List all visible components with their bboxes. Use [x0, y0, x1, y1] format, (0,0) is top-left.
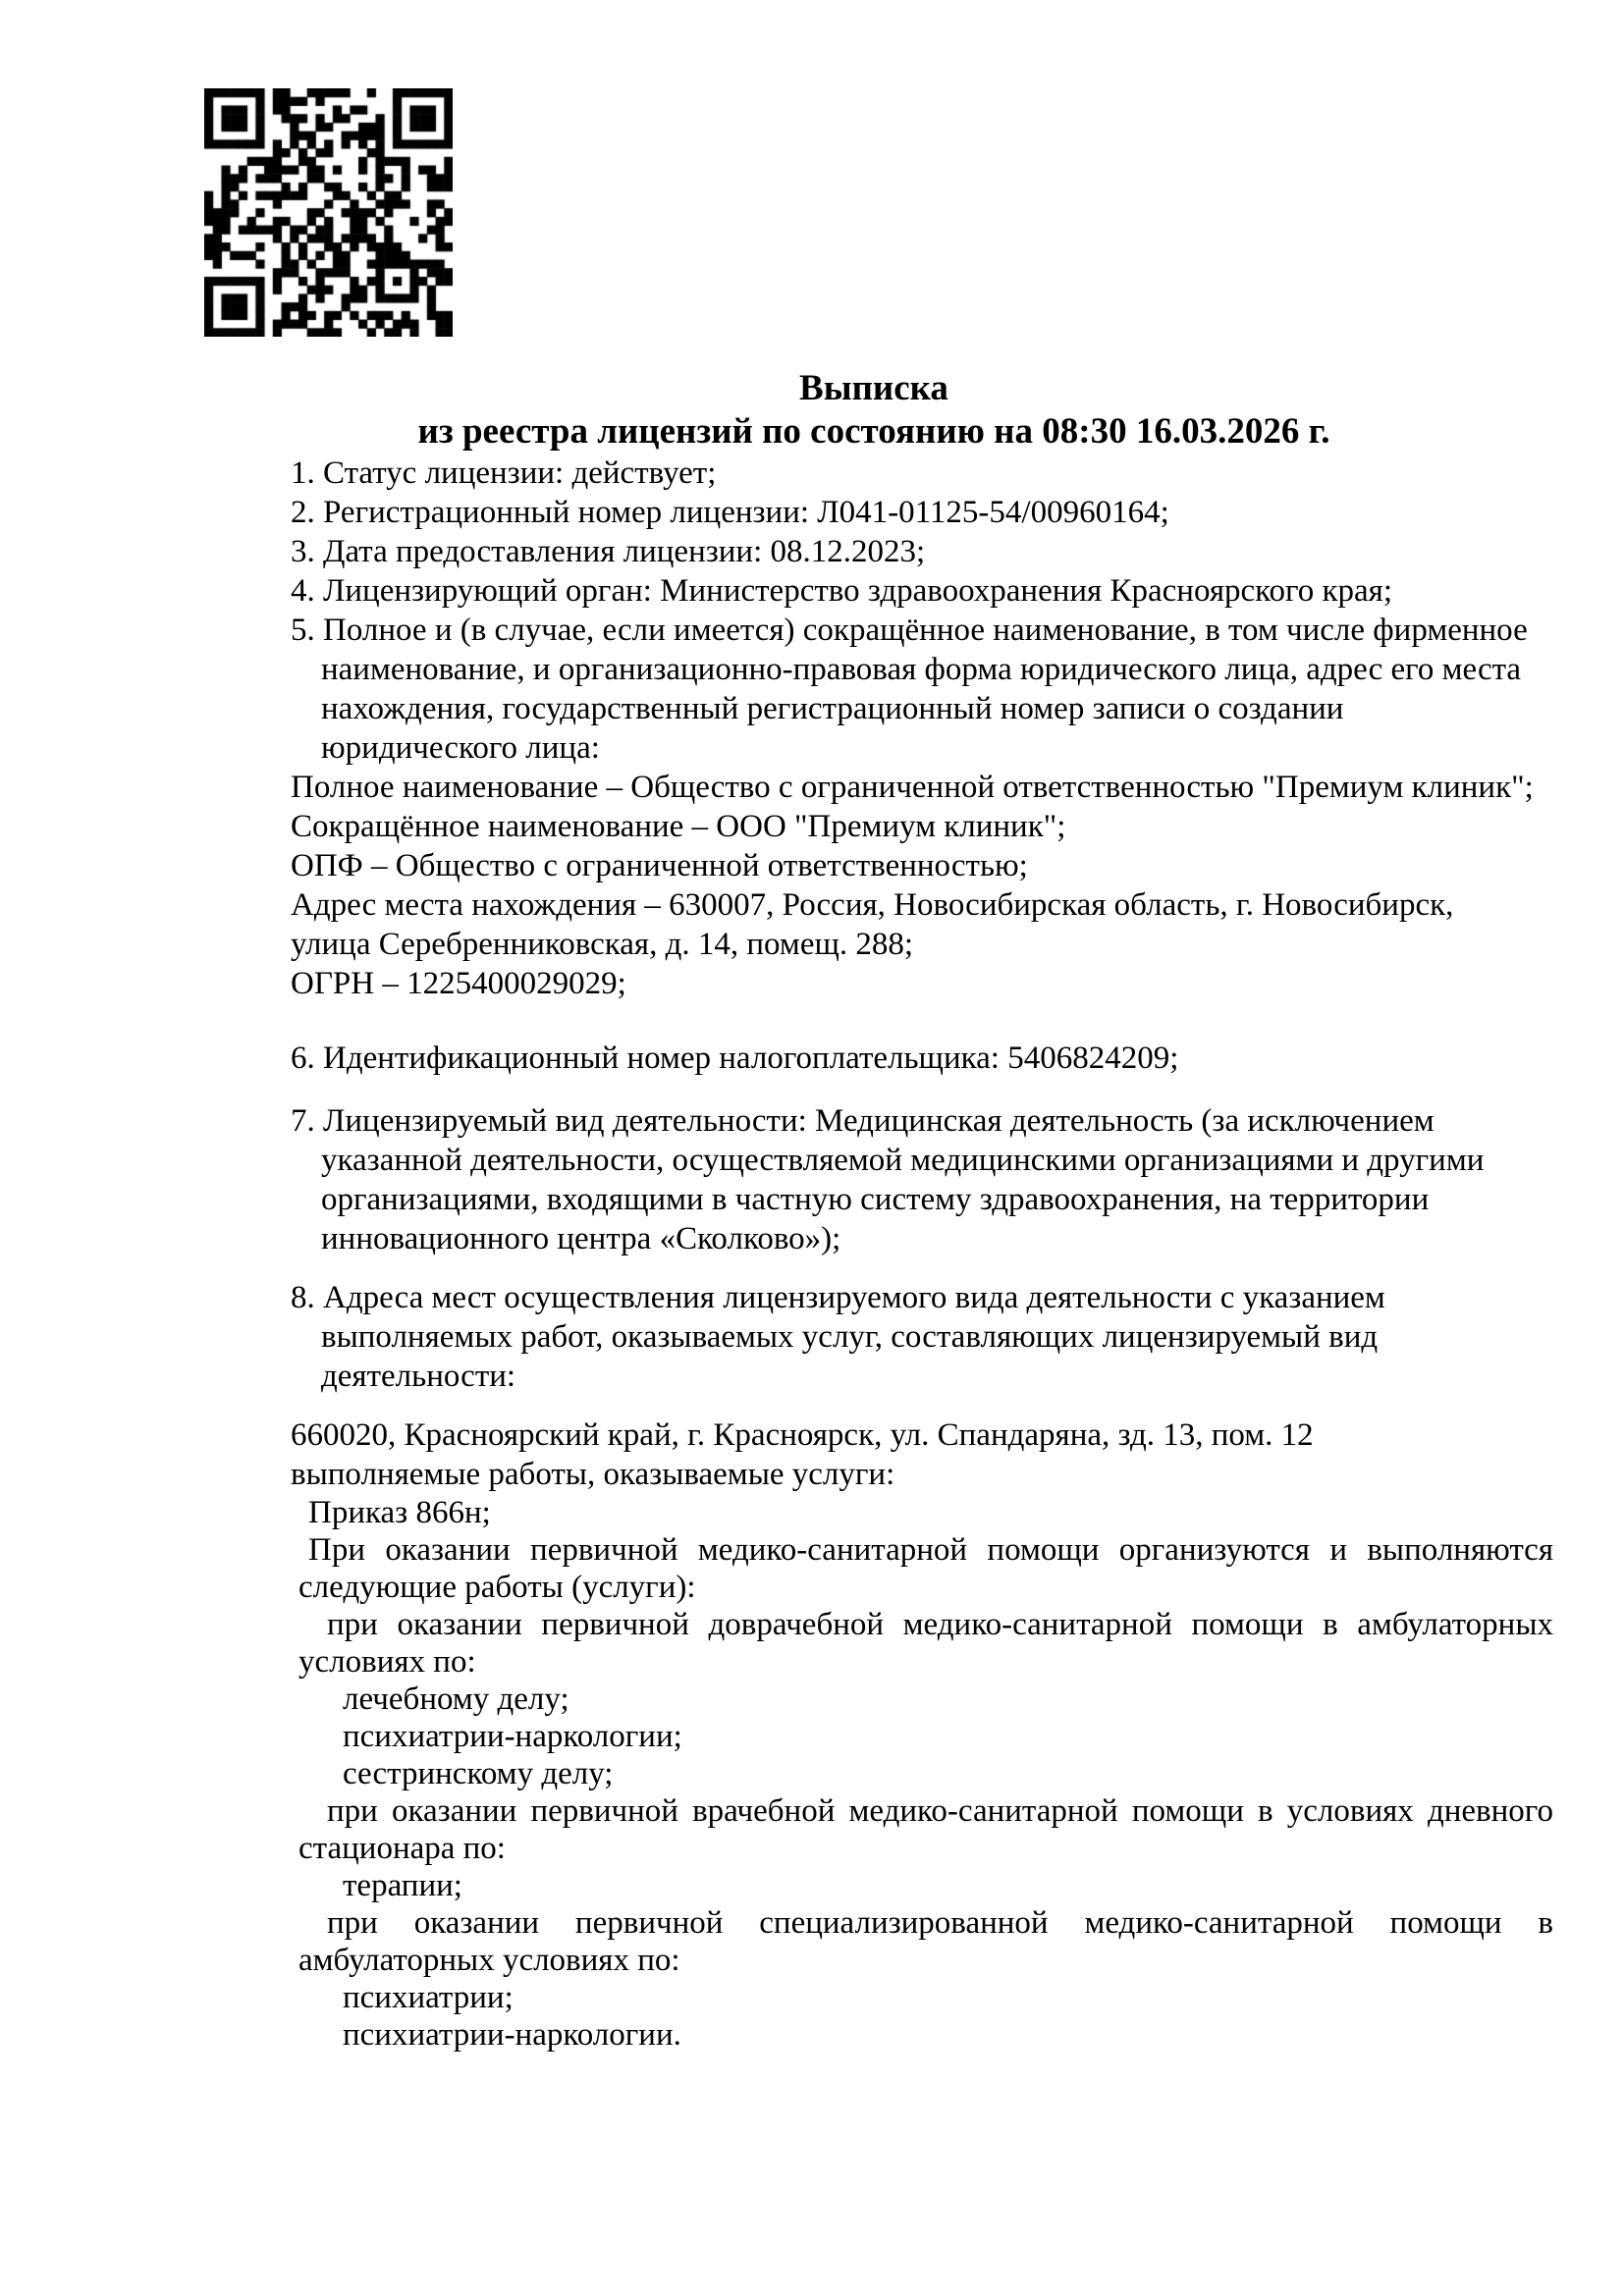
document-line: сестринскому делу; [343, 1756, 614, 1791]
document-line: Полное наименование – Общество с ограниченной ответственностью "Премиум клиник"; [291, 770, 1534, 805]
document-line: терапии; [343, 1868, 462, 1903]
document-line: Сокращённое наименование – ООО "Премиум клиник"; [291, 809, 1066, 844]
blank-line [291, 1078, 1553, 1101]
document-line: инновационного центра «Сколково»); [321, 1221, 841, 1256]
document-line: психиатрии; [343, 1980, 514, 2015]
document-line: Адрес места нахождения – 630007, Россия, Новосибирская область, г. Новосибирск, [291, 887, 1454, 923]
document-line: условиях по: [298, 1644, 476, 1680]
document-line: указанной деятельности, осуществляемой медицинскими организациями и другими [321, 1143, 1485, 1178]
document-line: амбулаторных условиях по: [298, 1943, 680, 1978]
document-line: психиатрии-наркологии. [343, 2017, 681, 2053]
document-line: выполняемые работы, оказываемые услуги: [291, 1457, 895, 1492]
blank-line [291, 1258, 1553, 1278]
document-line: ОГРН – 1225400029029; [291, 966, 626, 1001]
document-line: стационара по: [298, 1831, 506, 1866]
title-line-2: из реестра лицензий по состоянию на 08:30 16.03.2026 г. [417, 411, 1330, 452]
document-line: следующие работы (услуги): [298, 1570, 696, 1605]
document-line: 2. Регистрационный номер лицензии: Л041-01125-54/00960164; [291, 495, 1169, 530]
document-line: 7. Лицензируемый вид деятельности: Медицинская деятельность (за исключением [291, 1103, 1435, 1139]
document-content [291, 367, 1553, 2054]
document-line: 6. Идентификационный номер налогоплательщика: 5406824209; [291, 1041, 1179, 1076]
document-line: ОПФ – Общество с ограниченной ответственностью; [291, 848, 1028, 883]
document-line: деятельности: [321, 1359, 516, 1394]
document-line: 4. Лицензирующий орган: Министерство здравоохранения Красноярского края; [291, 573, 1392, 609]
document-line: организациями, входящими в частную систему здравоохранения, на территории [321, 1182, 1430, 1217]
document-line: улица Серебренниковская, д. 14, помещ. 288; [291, 927, 914, 962]
document-line: 660020, Красноярский край, г. Красноярск, ул. Спандаряна, зд. 13, пом. 12 [291, 1417, 1314, 1453]
document-line: При оказании первичной медико-санитарной помощи организуются и выполняются [308, 1532, 1553, 1568]
title-line-1: Выписка [799, 368, 948, 408]
document-line: нахождения, государственный регистрационный номер записи о создании [321, 691, 1344, 726]
document-line: 3. Дата предоставления лицензии: 08.12.2023; [291, 534, 926, 569]
document-body [291, 454, 1553, 2054]
document-title [291, 367, 1457, 454]
blank-line [291, 1396, 1553, 1415]
document-line: лечебному делу; [343, 1682, 569, 1717]
document-line: 5. Полное и (в случае, если имеется) сокращённое наименование, в том числе фирменное [291, 613, 1528, 648]
document-line: психиатрии-наркологии; [343, 1719, 682, 1754]
document-line: выполняемых работ, оказываемых услуг, составляющих лицензируемый вид [321, 1319, 1379, 1355]
blank-line [291, 1003, 1553, 1039]
document-line: при оказании первичной специализированной медико-санитарной помощи в [327, 1905, 1553, 1941]
document-line: при оказании первичной доврачебной медико-санитарной помощи в амбулаторных [327, 1607, 1553, 1642]
document-line: 1. Статус лицензии: действует; [291, 455, 717, 491]
document-line: 8. Адреса мест осуществления лицензируемого вида деятельности с указанием [291, 1280, 1385, 1315]
qr-code [204, 88, 453, 337]
document-line: юридического лица: [321, 730, 600, 766]
document-line: Приказ 866н; [308, 1495, 491, 1530]
document-line: наименование, и организационно-правовая форма юридического лица, адрес его места [321, 652, 1522, 687]
document-line: при оказании первичной врачебной медико-санитарной помощи в условиях дневного [327, 1793, 1553, 1829]
